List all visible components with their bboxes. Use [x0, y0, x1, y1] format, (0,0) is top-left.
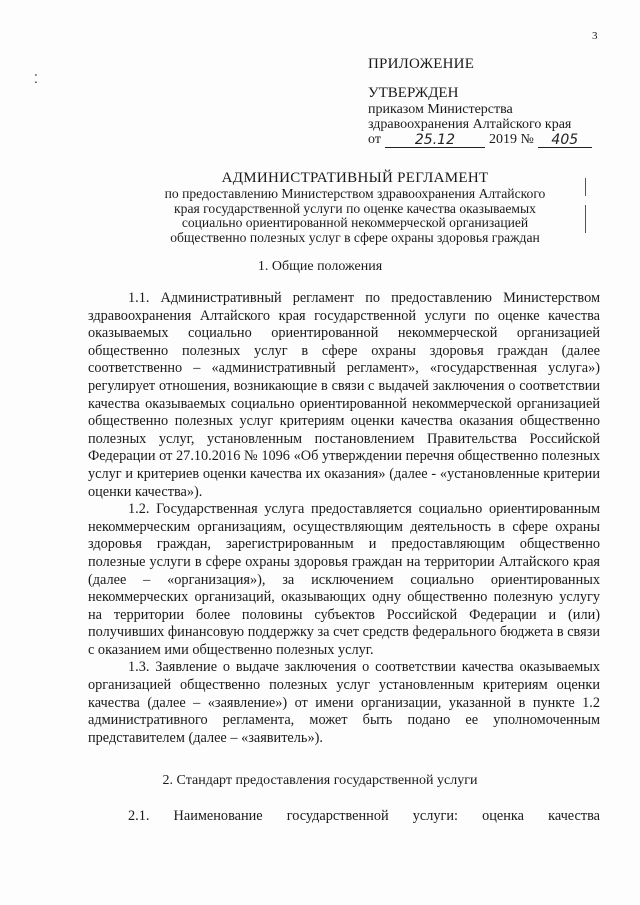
paragraph-2-1: 2.1. Наименование государственной услуги: оценка качества — [128, 808, 600, 824]
approved-label: УТВЕРЖДЕН — [368, 85, 459, 101]
section-heading-1: 1. Общие положения — [257, 259, 383, 274]
section-2-body — [88, 808, 600, 826]
section-heading-2: 2. Стандарт предоставления государственной услуги — [162, 773, 478, 788]
paragraph-1-2: 1.2. Государственная услуга предоставляется социально ориентированным некоммерческим организациям, осуществляющим деятельность в сфере охраны здоровья граждан, зарегистрированным и предоставляющим общественно полезные услуги в сфере охраны здоровья граждан на территории Алтайского края (далее – «организация»), за исключением социально ориентированных некоммерческих организаций, оказывающих одну общественно полезную услугу на территории более половины субъектов Российской Федерации и (или) получивших финансовую поддержку за счет средств федерального бюджета в связи с оказанием ими общественно полезных услуг. — [88, 501, 600, 658]
scan-artifact-bar — [585, 178, 586, 196]
order-line-2: здравоохранения Алтайского края — [368, 117, 572, 132]
title-line-1: по предоставлению Министерством здравоохранения Алтайского — [164, 186, 546, 201]
approval-block — [368, 56, 608, 148]
section-1-body — [88, 290, 600, 747]
title-line-4: общественно полезных услуг в сфере охраны здоровья граждан — [170, 229, 540, 245]
date-prefix: от — [368, 132, 381, 147]
title-line-3: социально ориентированной некоммерческой организацией — [181, 215, 529, 230]
margin-mark: ⁚ — [34, 72, 38, 86]
title-line-2: края государственной услуги по оценке качества оказываемых — [174, 200, 536, 216]
paragraph-1-3: 1.3. Заявление о выдаче заключения о соответствии качества оказываемых организацией общественно полезных услуг установленным критериям оценки качества (далее – «заявление») от имени организации, указанной в пункте 1.2 административного регламента, может быть подано ее уполномоченным представителем (далее – «заявитель»). — [88, 659, 600, 746]
page-number: 3 — [592, 30, 598, 42]
handwritten-number: 405 — [538, 133, 592, 148]
appendix-label: ПРИЛОЖЕНИЕ — [368, 56, 475, 72]
order-date-line — [368, 132, 608, 148]
handwritten-date: 25.12 — [385, 133, 485, 148]
paragraph-1-1: 1.1. Административный регламент по предоставлению Министерством здравоохранения Алтайского края государственной услуги по оценке качества оказываемых социально ориентированной некоммерческой организацией общественно полезных услуг в сфере охраны здоровья граждан (далее соответственно – «административный регламент», «государственная услуга») регулирует отношения, возникающие в связи с выдачей заключения о соответствии качества оказываемых социально ориентированной некоммерческой организацией общественно полезных услуг критериям оценки качества оказания общественно полезных услуг, установленным постановлением Правительства Российской Федерации от 27.10.2016 № 1096 «Об утверждении перечня общественно полезных услуг и критериев оценки качества их оказания» (далее - «установленные критерии оценки качества»). — [88, 290, 600, 500]
document-title-block — [120, 170, 590, 245]
document-title: АДМИНИСТРАТИВНЫЙ РЕГЛАМЕНТ — [221, 170, 489, 186]
order-line-1: приказом Министерства — [368, 102, 513, 117]
scan-artifact-bar — [585, 205, 586, 233]
year-text: 2019 № — [488, 132, 534, 147]
